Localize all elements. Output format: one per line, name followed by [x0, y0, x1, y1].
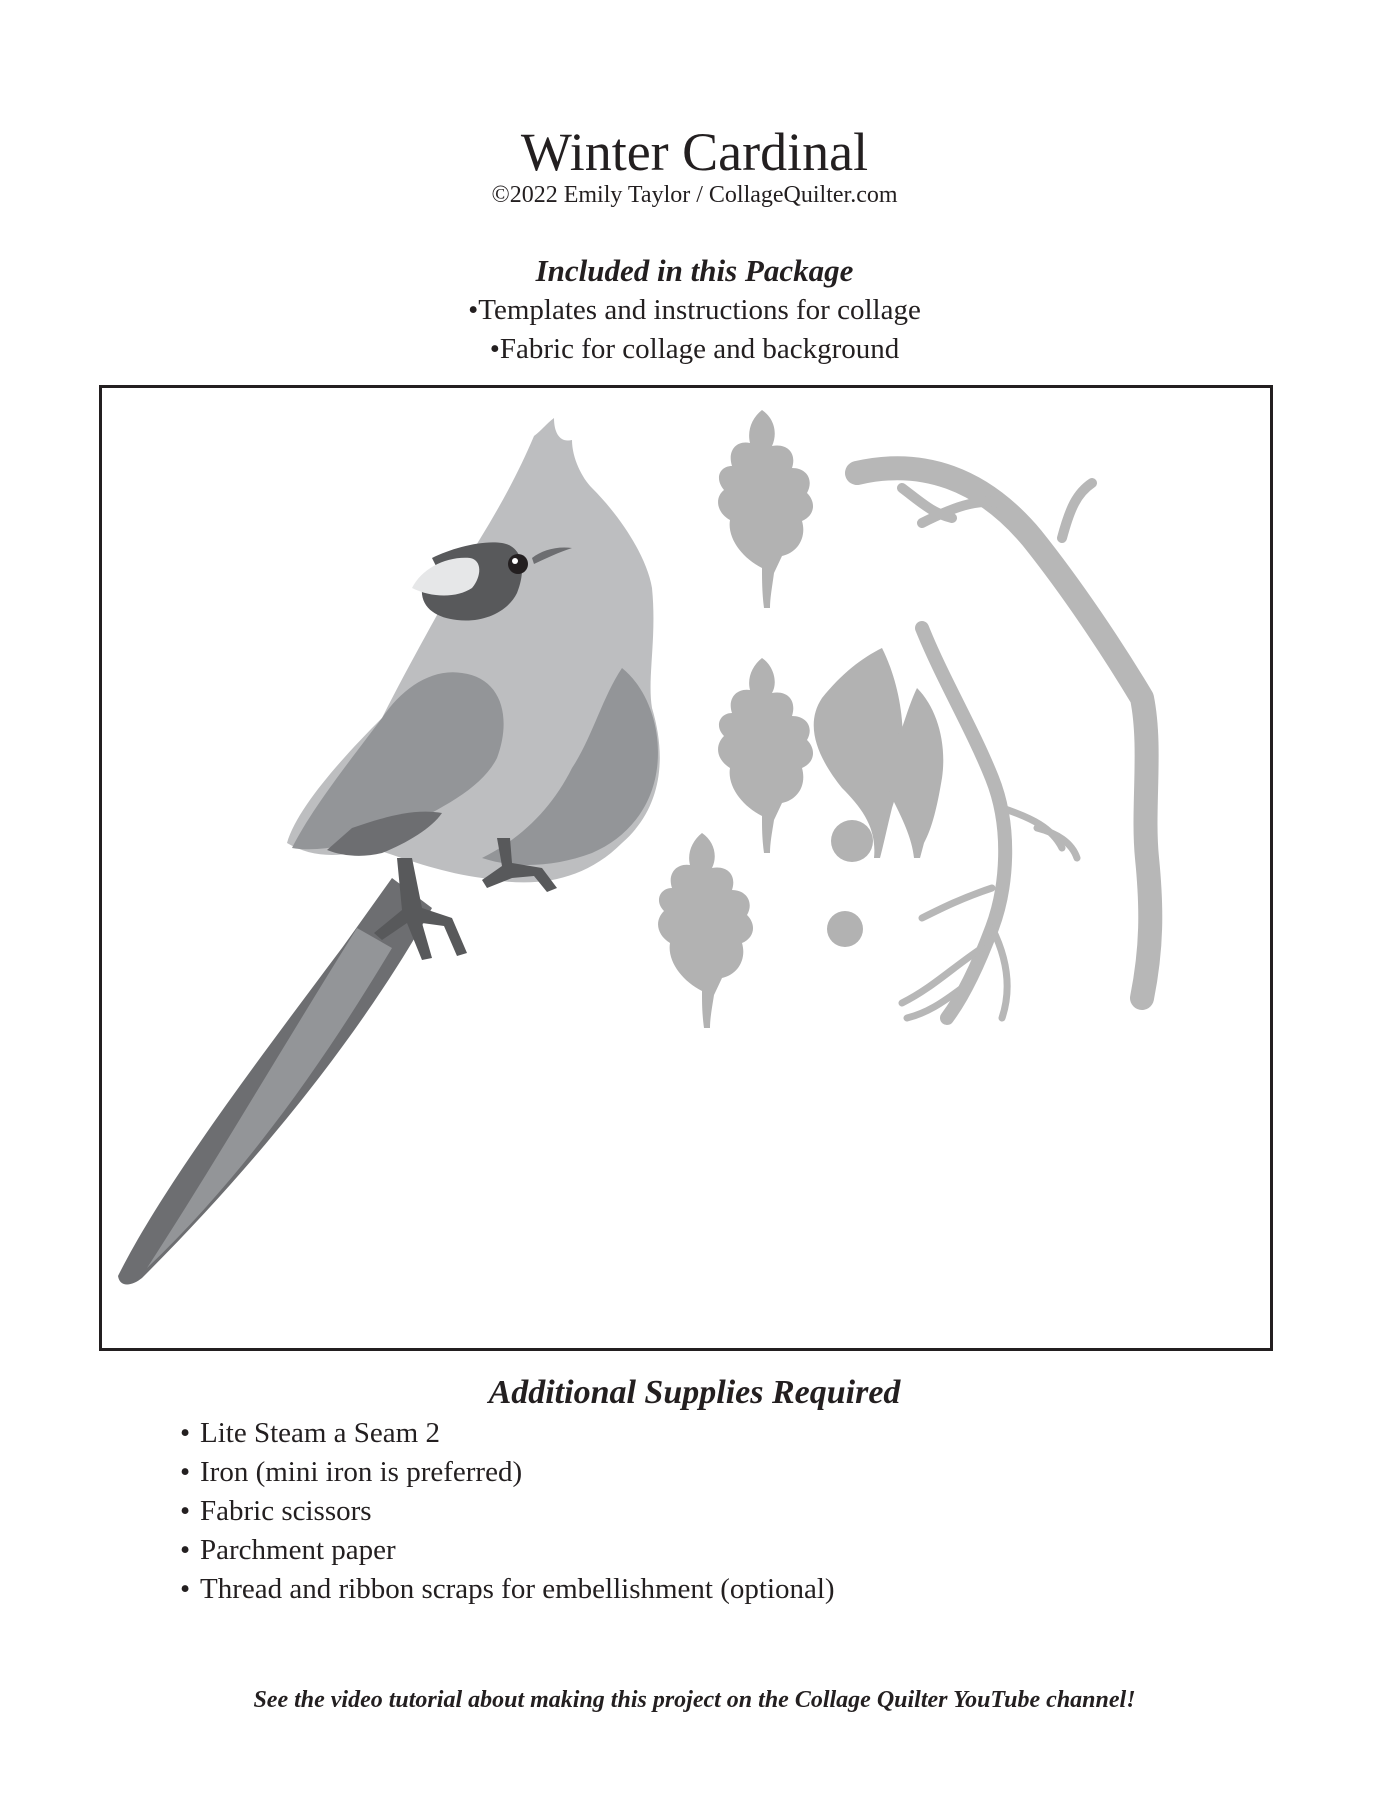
- footer-note: See the video tutorial about making this project on the Collage Quilter YouTube channel!: [253, 1687, 1136, 1713]
- oak-leaf-template: [718, 658, 813, 853]
- bullet: •: [180, 1417, 191, 1449]
- included-item: •Fabric for collage and background: [489, 333, 900, 365]
- supply-item: [180, 1492, 1180, 1531]
- page-title: Winter Cardinal: [520, 122, 869, 182]
- supplies-heading: Additional Supplies Required: [488, 1374, 901, 1411]
- supply-item: [180, 1414, 1180, 1453]
- supply-item-label: Lite Steam a Seam 2: [200, 1417, 440, 1449]
- supply-item-label: Parchment paper: [200, 1534, 396, 1566]
- copyright-line: ©2022 Emily Taylor / CollageQuilter.com: [491, 182, 898, 208]
- berry-template: [831, 820, 873, 862]
- supply-item: [180, 1570, 1180, 1609]
- cardinal-illustration: [102, 388, 1273, 1351]
- supply-item-label: Fabric scissors: [200, 1495, 372, 1527]
- supply-item-label: Iron (mini iron is preferred): [200, 1456, 523, 1488]
- cardinal-eye-glint: [512, 558, 518, 564]
- oak-leaf-template: [718, 410, 813, 608]
- bullet: •: [180, 1534, 191, 1566]
- supply-item-label: Thread and ribbon scraps for embellishment (optional): [200, 1573, 835, 1605]
- bullet: •: [180, 1495, 191, 1527]
- bullet: •: [180, 1456, 191, 1488]
- oak-leaf-template: [658, 833, 753, 1028]
- supply-item: [180, 1453, 1180, 1492]
- bullet: •: [180, 1573, 191, 1605]
- cardinal-figure: [118, 418, 660, 1285]
- leaf-templates: [658, 410, 943, 1028]
- supply-item: [180, 1531, 1180, 1570]
- included-item: •Templates and instructions for collage: [468, 294, 921, 326]
- berry-template: [827, 911, 863, 947]
- illustration-frame: [99, 385, 1273, 1351]
- branch-template: [902, 808, 1077, 1018]
- supplies-list: [180, 1414, 1180, 1609]
- cardinal-eye: [508, 554, 528, 574]
- cardinal-tail-highlight: [147, 928, 392, 1268]
- included-heading: Included in this Package: [535, 253, 854, 288]
